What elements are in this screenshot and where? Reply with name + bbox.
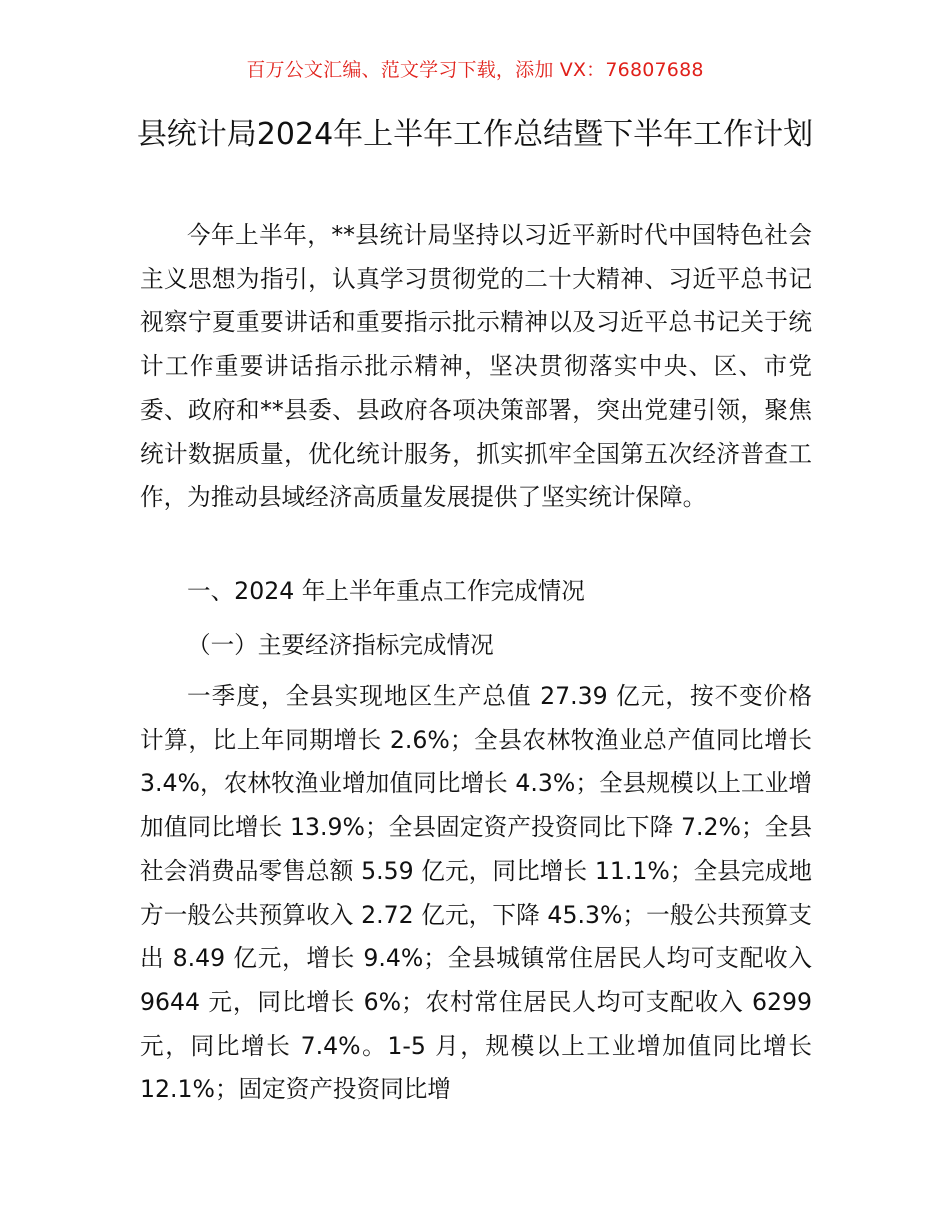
intro-paragraph: 今年上半年，**县统计局坚持以习近平新时代中国特色社会主义思想为指引，认真学习贯彻党的二十大精神、习近平总书记视察宁夏重要讲话和重要指示批示精神以及习近平总书记关于统计工作重要讲话指示批示精神，坚决贯彻落实中央、区、市党委、政府和**县委、县政府各项决策部署，突出党建引领，聚焦统计数据质量，优化统计服务，抓实抓牢全国第五次经济普查工作，为推动县域经济高质量发展提供了坚实统计保障。 bbox=[140, 221, 812, 512]
subsection-heading: （一）主要经济指标完成情况 bbox=[187, 631, 494, 659]
indicators-paragraph: 一季度，全县实现地区生产总值 27.39 亿元，按不变价格计算，比上年同期增长 2.6%；全县农林牧渔业总产值同比增长 3.4%，农林牧渔业增加值同比增长 4.3%；全县规模以上工业增加值同比增长 13.9%；全县固定资产投资同比下降 7.2%；全县社会消费品零售总额 5.59 亿元，同比增长 11.1%；全县完成地方一般公共预算收入 2.72 亿元，下降 45.3%；一般公共预算支出 8.49 亿元，增长 9.4%；全县城镇常住居民人均可支配收入 9644 元，同比增长 6%；农村常住居民人均可支配收入 6299 元，同比增长 7.4%。1-5 月，规模以上工业增加值同比增长 12.1%；固定资产投资同比增 bbox=[140, 682, 812, 1104]
watermark-header: 百万公文汇编、范文学习下载，添加 VX：76807688 bbox=[246, 59, 704, 81]
section-heading: 一、2024 年上半年重点工作完成情况 bbox=[187, 577, 585, 605]
document-title: 县统计局2024年上半年工作总结暨下半年工作计划 bbox=[136, 117, 814, 152]
